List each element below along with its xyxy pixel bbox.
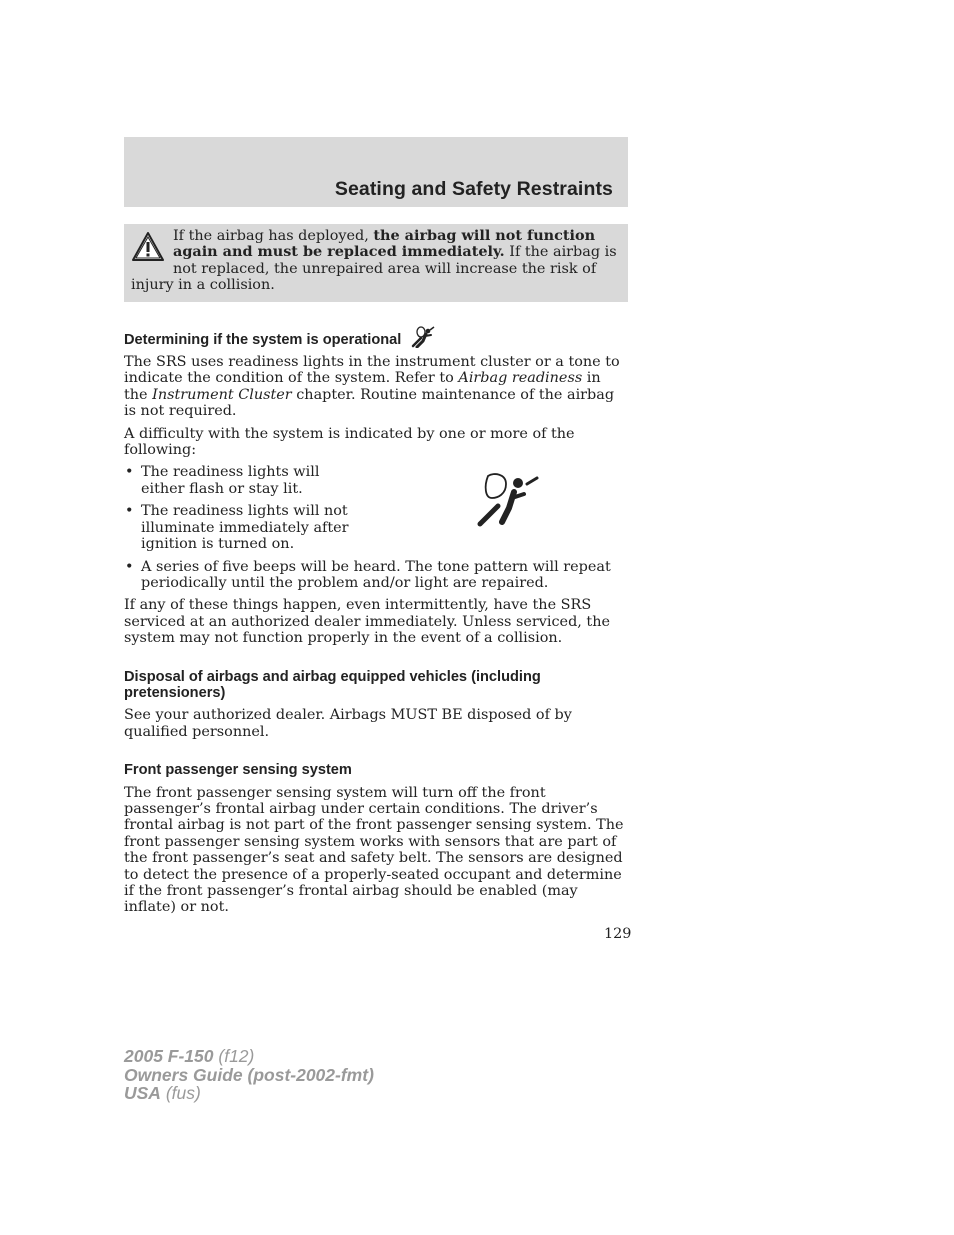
footer-model-code: (f12) <box>213 1046 255 1066</box>
bullet-list-wrap <box>124 464 628 591</box>
page-number: 129 <box>604 926 632 942</box>
para1-part-a: The SRS uses readiness lights in the instrument cluster or a tone to indicate the condition of the system. Refer to <box>124 354 620 387</box>
section-heading-operational <box>124 326 628 348</box>
list-item: • The readiness lights will either flash or stay lit. <box>124 464 359 497</box>
bullet-list <box>124 464 628 591</box>
airbag-icon <box>409 326 435 348</box>
list-item: • A series of five beeps will be heard. The tone pattern will repeat periodically until the problem and/or light are repaired. <box>124 559 628 592</box>
manual-page <box>124 137 628 916</box>
paragraph-passenger-sensing: The front passenger sensing system will turn off the front passenger’s frontal airbag under certain conditions. The driver’s frontal airbag is not part of the front passenger sensing system. The front passenger sensing system works with sensors that are part of the front passenger’s seat and safety belt. The sensors are designed to detect the presence of a properly-seated occupant and determine if the front passenger’s frontal airbag should be enabled (may inflate) or not. <box>124 784 624 916</box>
footer-market: USA <box>124 1083 161 1103</box>
para1-italic-instrument-cluster: Instrument Cluster <box>152 386 292 403</box>
footer-line-2 <box>124 1066 374 1085</box>
chapter-title: Seating and Safety Restraints <box>334 178 613 200</box>
footer-model: 2005 F-150 <box>124 1046 214 1066</box>
list-item: • The readiness lights will not illuminate immediately after ignition is turned on. <box>124 503 359 552</box>
warning-triangle-icon <box>131 231 165 263</box>
airbag-readiness-icon <box>474 472 544 534</box>
footer-line-1 <box>124 1047 374 1066</box>
warning-text-bold: the airbag will not function again and must be replaced immediately. <box>173 227 596 261</box>
paragraph-intermittent: If any of these things happen, even intermittently, have the SRS serviced at an authorized dealer immediately. Unless serviced, the system may not function properly in the event of a collision. <box>124 597 610 647</box>
paragraph-difficulty: A difficulty with the system is indicated by one or more of the following: <box>124 425 575 459</box>
footer-market-code: (fus) <box>160 1083 201 1103</box>
para1-part-b: in the <box>124 370 601 403</box>
section-heading-disposal: Disposal of airbags and airbag equipped vehicles (including pretensioners) <box>124 668 541 701</box>
section-heading-passenger-sensing: Front passenger sensing system <box>124 762 352 779</box>
warning-text-end: If the airbag is not replaced, the unrepaired area will increase the risk of injury in a collision. <box>131 244 617 294</box>
para1-part-c: chapter. Routine maintenance of the airbag is not required. <box>124 386 615 420</box>
section-heading-operational-text: Determining if the system is operational <box>124 331 402 348</box>
chapter-header <box>124 137 628 207</box>
paragraph-disposal: See your authorized dealer. Airbags MUST BE disposed of by qualified personnel. <box>124 707 572 740</box>
paragraph-srs-readiness <box>124 354 628 420</box>
footer-guide: Owners Guide (post-2002-fmt) <box>124 1064 374 1085</box>
document-footer <box>124 1047 374 1103</box>
warning-box <box>124 224 628 302</box>
para1-italic-airbag-readiness: Airbag readiness <box>458 370 583 387</box>
warning-text-start: If the airbag has deployed, <box>173 228 374 244</box>
footer-line-3 <box>124 1084 374 1103</box>
